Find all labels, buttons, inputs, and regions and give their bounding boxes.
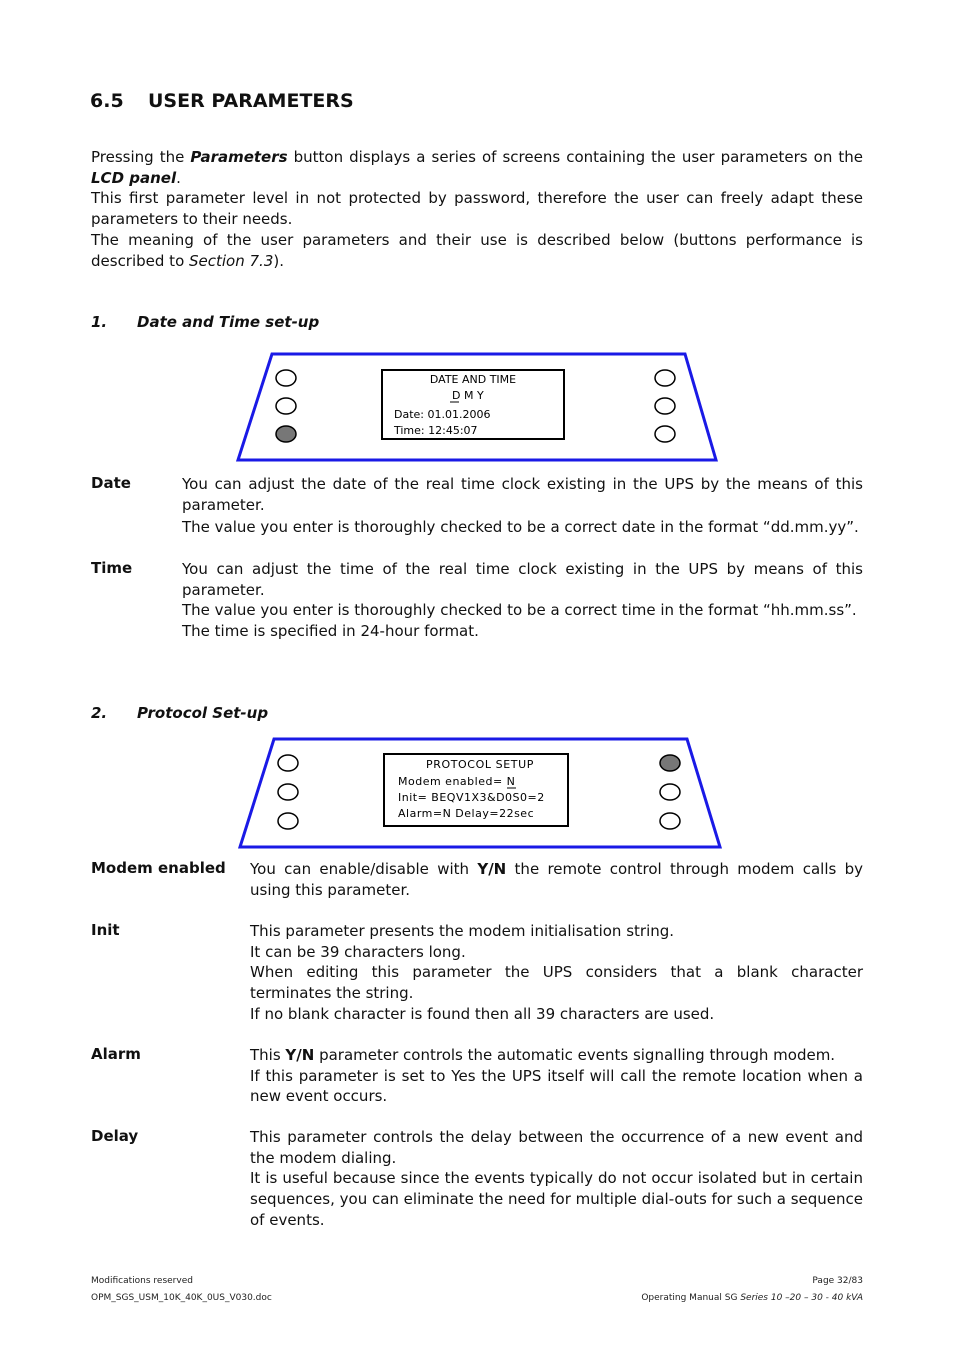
panel-button-right-2 bbox=[660, 784, 680, 800]
lcd-line-3: Init= BEQV1X3&D0S0=2 bbox=[398, 791, 545, 804]
param-term-alarm: Alarm bbox=[91, 1045, 141, 1063]
param-desc-time: You can adjust the time of the real time clock existing in the UPS by means of this parameter. The value you enter is thoroughly checked to be a correct time in the format “hh.mm.ss”. The time is specified in 24-hour format. bbox=[182, 560, 863, 641]
lcd-line-1: PROTOCOL SETUP bbox=[425, 758, 535, 771]
section-title: USER PARAMETERS bbox=[148, 90, 354, 112]
intro-paragraph-2: This first parameter level in not protected by password, therefore the user can freely adapt these parameters to their needs. bbox=[91, 189, 863, 229]
section-number: 6.5 bbox=[90, 90, 124, 112]
panel-button-right-1 bbox=[660, 755, 680, 771]
param-term-init: Init bbox=[91, 921, 120, 939]
param-desc-date: You can adjust the date of the real time clock existing in the UPS by the means of this parameter. The value you enter is thoroughly checked to be a correct date in the format “dd.mm.yy”. bbox=[182, 475, 863, 537]
subsection-date-time-heading: 1. Date and Time set-up bbox=[91, 313, 320, 331]
panel-button-left-1 bbox=[278, 755, 298, 771]
panel-button-right-1 bbox=[655, 370, 675, 386]
panel-button-left-2 bbox=[278, 784, 298, 800]
panel-button-right-3 bbox=[660, 813, 680, 829]
lcd-line-2: Modem enabled= N bbox=[398, 775, 516, 788]
param-desc-modem-enabled: You can enable/disable with Y/N the remote control through modem calls by using this parameter. bbox=[250, 860, 863, 899]
footer-modifications: Modifications reserved bbox=[91, 1276, 193, 1286]
param-desc-init: This parameter presents the modem initialisation string. It can be 39 characters long. When editing this parameter the UPS considers that a blank character terminates the string. If no blank character is found then all 39 characters are used. bbox=[250, 922, 863, 1023]
param-term-date: Date bbox=[91, 474, 131, 492]
section-heading bbox=[90, 90, 354, 112]
param-desc-alarm: This Y/N parameter controls the automatic events signalling through modem. If this parameter is set to Yes the UPS itself will call the remote location when a new event occurs. bbox=[250, 1046, 863, 1106]
panel-button-right-2 bbox=[655, 398, 675, 414]
intro-text bbox=[91, 147, 863, 271]
param-term-time: Time bbox=[91, 559, 133, 577]
panel-button-left-3 bbox=[278, 813, 298, 829]
param-term-delay: Delay bbox=[91, 1127, 139, 1145]
panel-button-left-1 bbox=[276, 370, 296, 386]
param-term-modem-enabled: Modem enabled bbox=[91, 859, 226, 877]
lcd-line-4: Time: 12:45:07 bbox=[394, 424, 478, 437]
lcd-line-1: DATE AND TIME bbox=[429, 373, 517, 386]
subsection-protocol-heading: 2. Protocol Set-up bbox=[91, 704, 269, 722]
lcd-line-2: D M Y bbox=[452, 389, 484, 402]
panel-button-left-3 bbox=[276, 426, 296, 442]
panel-button-right-3 bbox=[655, 426, 675, 442]
intro-paragraph-1: Pressing the Parameters button displays a series of screens containing the user parameters on the LCD panel. bbox=[91, 148, 863, 187]
intro-paragraph-3: The meaning of the user parameters and their use is described below (buttons performance is described to Section 7.3). bbox=[91, 230, 863, 270]
param-desc-delay: This parameter controls the delay between the occurrence of a new event and the modem dialing. It is useful because since the events typically do not occur isolated but in certain sequences, you can eliminate the need for multiple dial-outs for such a sequence of events. bbox=[250, 1128, 864, 1229]
footer-filename: OPM_SGS_USM_10K_40K_0US_V030.doc bbox=[91, 1293, 272, 1303]
lcd-line-4: Alarm=N Delay=22sec bbox=[398, 807, 535, 820]
lcd-panel-protocol bbox=[232, 735, 728, 851]
lcd-line-3: Date: 01.01.2006 bbox=[394, 408, 491, 421]
footer-page-number: Page 32/83 bbox=[812, 1276, 863, 1286]
lcd-panel-date-time bbox=[230, 350, 726, 466]
panel-button-left-2 bbox=[276, 398, 296, 414]
footer-manual-title: Operating Manual SG Series 10 –20 – 30 - 40 kVA bbox=[641, 1293, 863, 1303]
